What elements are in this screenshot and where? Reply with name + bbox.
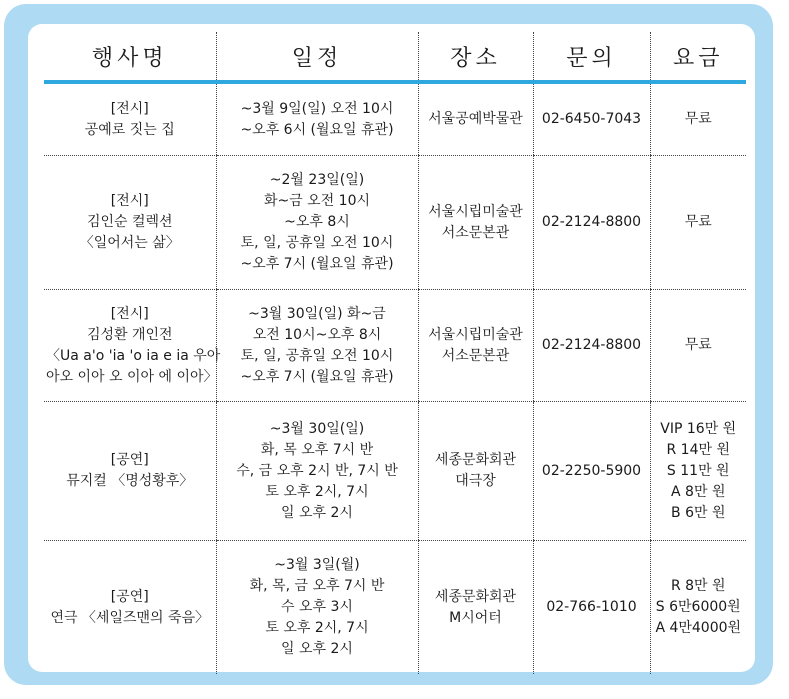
schedule-line: 토, 일, 공휴일 오전 10시 bbox=[240, 347, 394, 364]
event-name-line: 〈일어서는 삶〉 bbox=[79, 235, 180, 251]
fee-line: S 6만6000원 bbox=[655, 599, 741, 615]
schedule-cell bbox=[216, 541, 418, 675]
fee-line: A 8만 원 bbox=[671, 483, 726, 500]
venue-cell bbox=[418, 402, 533, 541]
fee-cell bbox=[650, 402, 746, 541]
header-row bbox=[44, 32, 746, 82]
schedule-line: 일 오후 2시 bbox=[281, 504, 353, 521]
fee-line: VIP 16만 원 bbox=[660, 420, 737, 437]
event-name-cell bbox=[44, 402, 216, 541]
event-name-line: 연극 〈세일즈맨의 죽음〉 bbox=[50, 609, 210, 626]
phone-cell: 02-2124-8800 bbox=[533, 290, 650, 402]
venue-cell bbox=[418, 156, 533, 290]
schedule-cell bbox=[216, 156, 418, 290]
schedule-line: 오전 10시~오후 8시 bbox=[252, 326, 382, 343]
table-row bbox=[44, 541, 746, 675]
event-name-line: 〈Ua a'o 'ia 'o ia e ia 우아 bbox=[46, 347, 221, 364]
venue-cell bbox=[418, 82, 533, 156]
event-name-cell bbox=[44, 82, 216, 156]
event-name-cell bbox=[44, 290, 221, 402]
schedule-line: 토 오후 2시, 7시 bbox=[265, 483, 369, 500]
event-name-line: 뮤지컬 〈명성황후〉 bbox=[66, 473, 194, 489]
schedule-line: ~오후 8시 bbox=[284, 214, 350, 230]
venue-cell bbox=[418, 541, 533, 675]
header-venue: 장소 bbox=[418, 32, 533, 82]
schedule-cell bbox=[216, 290, 418, 402]
venue-cell bbox=[418, 290, 533, 402]
fee-line: S 11만 원 bbox=[666, 462, 730, 479]
schedule-line: 수 오후 3시 bbox=[281, 599, 353, 615]
event-name-line: 공예로 짓는 집 bbox=[84, 121, 175, 138]
event-name-cell bbox=[44, 156, 216, 290]
table-row bbox=[44, 402, 746, 541]
schedule-cell bbox=[216, 82, 418, 156]
schedule-line: ~오후 6시 (월요일 휴관) bbox=[240, 121, 394, 138]
header-fee: 요금 bbox=[650, 32, 746, 82]
event-name-line: [전시] bbox=[110, 100, 149, 117]
schedule-line: ~3월 30일(일) 화~금 bbox=[248, 305, 386, 322]
event-name-line: [공연] bbox=[110, 588, 149, 605]
venue-line: M시어터 bbox=[449, 609, 502, 626]
venue-line: 서울공예박물관 bbox=[428, 111, 523, 127]
event-name-line: [전시] bbox=[110, 305, 149, 322]
schedule-line: ~3월 30일(일) bbox=[269, 420, 365, 437]
header-schedule: 일정 bbox=[216, 32, 418, 82]
table-row bbox=[44, 82, 746, 156]
schedule-cell bbox=[216, 402, 418, 541]
phone-cell: 02-6450-7043 bbox=[533, 82, 650, 156]
table-panel bbox=[28, 24, 755, 672]
schedule-line: ~3월 9일(일) 오전 10시 bbox=[240, 100, 394, 117]
venue-line: 세종문화회관 bbox=[434, 588, 517, 605]
fee-line: 무료 bbox=[684, 214, 712, 230]
fee-line: 무료 bbox=[684, 111, 712, 127]
venue-line: 서울시립미술관 bbox=[428, 203, 523, 220]
schedule-line: ~3월 3일(월) bbox=[274, 557, 360, 573]
venue-line: 대극장 bbox=[455, 473, 496, 489]
fee-cell bbox=[650, 82, 746, 156]
venue-line: 세종문화회관 bbox=[434, 452, 517, 468]
fee-line: R 14만 원 bbox=[666, 441, 730, 458]
event-name-cell bbox=[44, 541, 216, 675]
outer-frame bbox=[4, 4, 773, 685]
phone-cell: 02-2124-8800 bbox=[533, 156, 650, 290]
schedule-line: 토 오후 2시, 7시 bbox=[265, 620, 369, 636]
fee-line: A 4만4000원 bbox=[655, 620, 742, 636]
venue-line: 서울시립미술관 bbox=[428, 326, 523, 343]
fee-line: R 8만 원 bbox=[670, 578, 726, 594]
fee-line: 무료 bbox=[684, 337, 712, 353]
fee-line: B 6만 원 bbox=[671, 504, 726, 521]
schedule-line: ~오후 7시 (월요일 휴관) bbox=[240, 368, 394, 385]
events-table bbox=[44, 32, 746, 674]
fee-cell bbox=[650, 156, 746, 290]
schedule-line: 수, 금 오후 2시 반, 7시 반 bbox=[236, 462, 398, 479]
phone-cell: 02-2250-5900 bbox=[533, 402, 650, 541]
table-row bbox=[44, 290, 746, 402]
event-name-line: 김성환 개인전 bbox=[86, 326, 173, 343]
table-row bbox=[44, 156, 746, 290]
event-name-line: [공연] bbox=[110, 452, 149, 468]
header-contact: 문의 bbox=[533, 32, 650, 82]
fee-cell bbox=[650, 541, 746, 675]
schedule-line: 일 오후 2시 bbox=[281, 641, 353, 657]
event-name-line: 김인순 컬렉션 bbox=[86, 214, 173, 230]
schedule-line: 화~금 오전 10시 bbox=[263, 193, 371, 209]
schedule-line: 토, 일, 공휴일 오전 10시 bbox=[240, 235, 394, 251]
phone-cell: 02-766-1010 bbox=[533, 541, 650, 675]
fee-cell bbox=[650, 290, 746, 402]
venue-line: 서소문본관 bbox=[441, 347, 510, 364]
header-event-name: 행사명 bbox=[44, 32, 216, 82]
event-name-line: [전시] bbox=[110, 193, 149, 209]
schedule-line: 화, 목, 금 오후 7시 반 bbox=[249, 578, 385, 594]
schedule-line: ~오후 7시 (월요일 휴관) bbox=[240, 256, 394, 272]
venue-line: 서소문본관 bbox=[441, 224, 510, 241]
event-name-line: 아오 이아 오 이아 에 이아〉 bbox=[46, 368, 218, 385]
schedule-line: 화, 목 오후 7시 반 bbox=[260, 441, 374, 458]
schedule-line: ~2월 23일(일) bbox=[269, 172, 365, 188]
